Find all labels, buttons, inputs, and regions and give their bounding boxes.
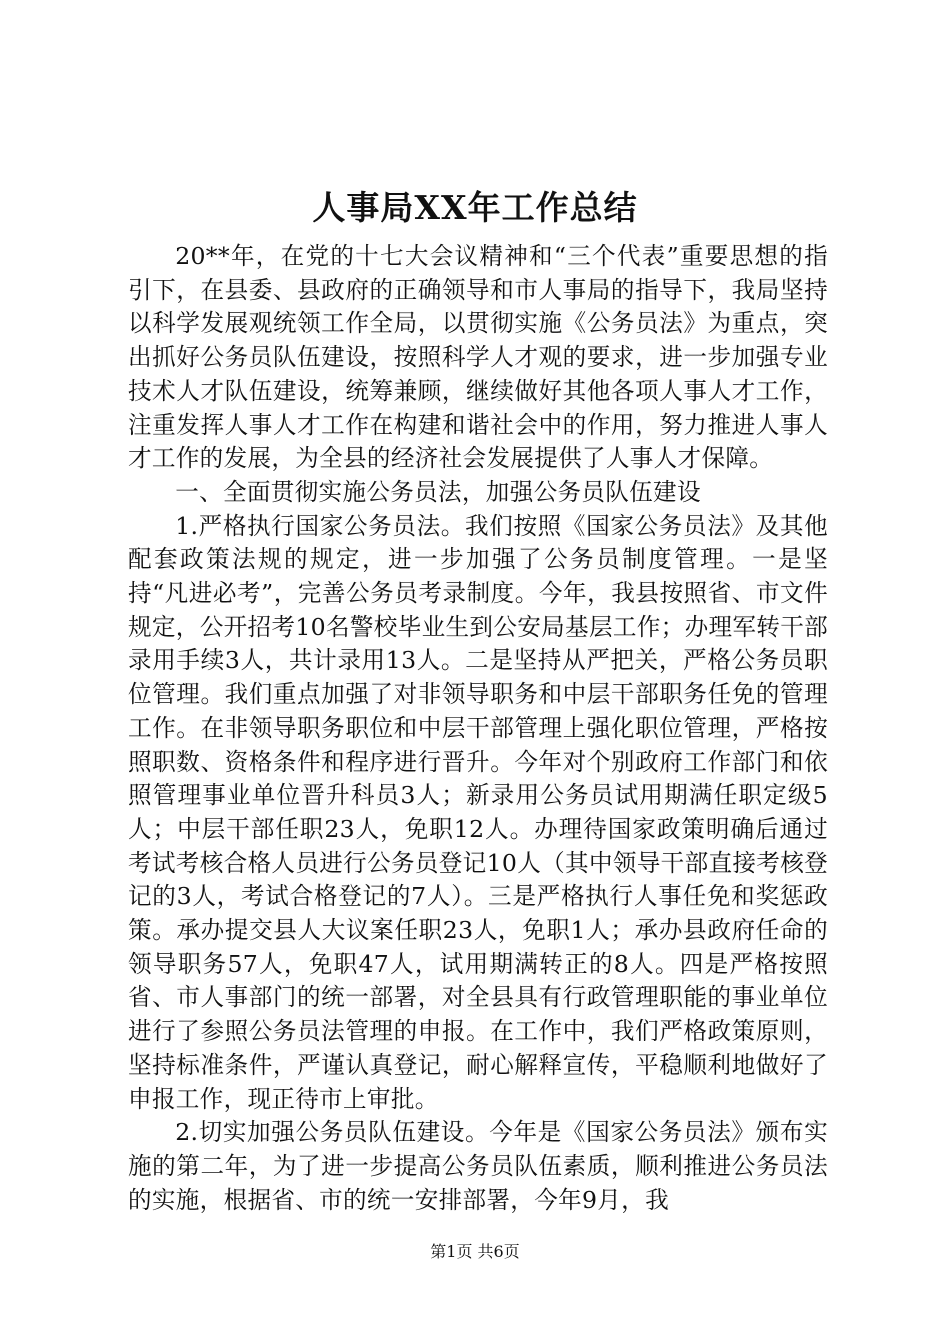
section-heading: 一、全面贯彻实施公务员法，加强公务员队伍建设 (175, 477, 701, 506)
page-number-footer: 第1页 共6页 (430, 1242, 520, 1261)
intro-paragraph: 20**年，在党的十七大会议精神和“三个代表”重要思想的指引下，在县委、县政府的正确领导和市人事局的指导下，我局坚持以科学发展观统领工作全局，以贯彻实施《公务员法》为重点，突出抓好公务员队伍建设，按照科学人才观的要求，进一步加强专业技术人才队伍建设，统筹兼顾，继续做好其他各项人事人才工作，注重发挥人事人才工作在构建和谐社会中的作用，努力推进人事人才工作的发展，为全县的经济社会发展提供了人事人才保障。 (128, 242, 828, 473)
document-title: 人事局XX年工作总结 (312, 188, 638, 227)
document-body (128, 240, 828, 1217)
body-paragraph: 2.切实加强公务员队伍建设。今年是《国家公务员法》颁布实施的第二年，为了进一步提高公务员队伍素质，顺利推进公务员法的实施，根据省、市的统一安排部署，今年9月，我 (128, 1118, 828, 1214)
body-paragraph: 1.严格执行国家公务员法。我们按照《国家公务员法》及其他配套政策法规的规定，进一步加强了公务员制度管理。一是坚持“凡进必考”，完善公务员考录制度。今年，我县按照省、市文件规定，公开招考10名警校毕业生到公安局基层工作；办理军转干部录用手续3人，共计录用13人。二是坚持从严把关，严格公务员职位管理。我们重点加强了对非领导职务和中层干部职务任免的管理工作。在非领导职务职位和中层干部管理上强化职位管理，严格按照职数、资格条件和程序进行晋升。今年对个别政府工作部门和依照管理事业单位晋升科员3人；新录用公务员试用期满任职定级5人；中层干部任职23人，免职12人。办理待国家政策明确后通过考试考核合格人员进行公务员登记10人（其中领导干部直接考核登记的3人，考试合格登记的7人）。三是严格执行人事任免和奖惩政策。承办提交县人大议案任职23人，免职1人；承办县政府任命的领导职务57人，免职47人，试用期满转正的8人。四是严格按照省、市人事部门的统一部署，对全县具有行政管理职能的事业单位进行了参照公务员法管理的申报。在工作中，我们严格政策原则，坚持标准条件，严谨认真登记，耐心解释宣传，平稳顺利地做好了申报工作，现正待市上审批。 (128, 511, 828, 1113)
